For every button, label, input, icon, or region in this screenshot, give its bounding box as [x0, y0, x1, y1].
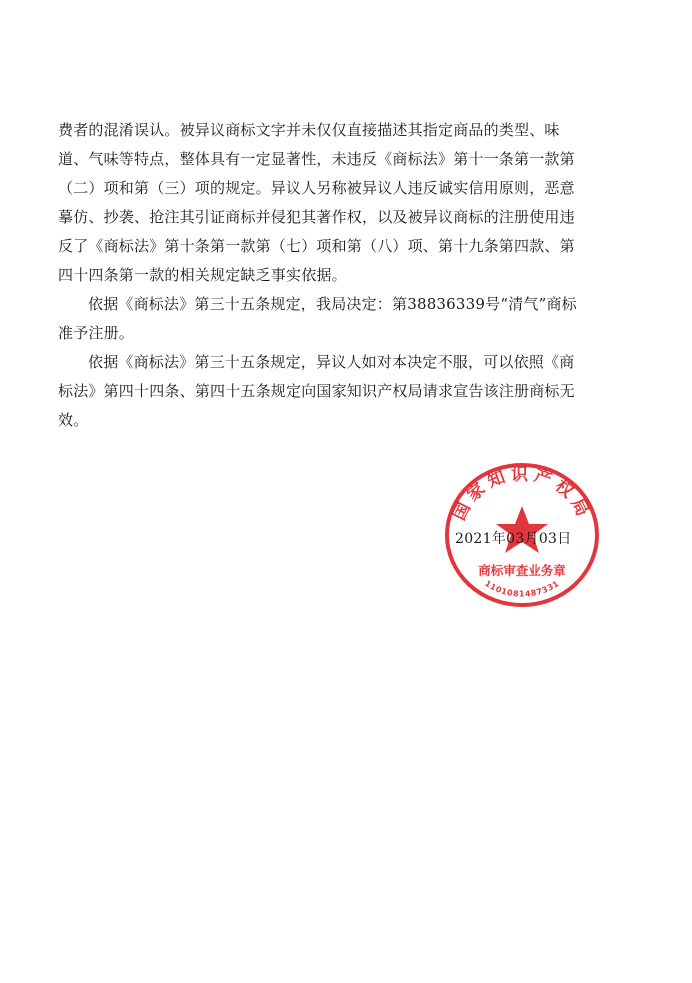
- seal-top-text: 国家知识产权局: [449, 464, 595, 524]
- text-line: 依据《商标法》第三十五条规定，我局决定：第38836339号“清气”商标: [88, 295, 577, 313]
- text-line: （二）项和第（三）项的规定。异议人另称被异议人违反诚实信用原则，恶意: [58, 179, 575, 197]
- paragraph-1: [58, 116, 618, 290]
- text-line: 摹仿、抄袭、抢注其引证商标并侵犯其著作权，以及被异议商标的注册使用违: [58, 208, 575, 226]
- text-line: 反了《商标法》第十条第一款第（七）项和第（八）项、第十九条第四款、第: [58, 237, 575, 255]
- paragraph-2: [58, 290, 618, 348]
- text-line: 效。: [58, 411, 89, 429]
- document-body: [58, 116, 618, 435]
- text-line: 依据《商标法》第三十五条规定，异议人如对本决定不服，可以依照《商: [88, 353, 575, 371]
- text-line: 准予注册。: [58, 324, 135, 342]
- seal-bottom-text: 商标审查业务章: [478, 563, 566, 578]
- paragraph-3: [58, 348, 618, 435]
- text-line: 费者的混淆误认。被异议商标文字并未仅仅直接描述其指定商品的类型、味: [58, 121, 560, 139]
- seal-code-text: 1101081487331: [483, 578, 561, 599]
- text-line: 四十四条第一款的相关规定缺乏事实依据。: [58, 266, 347, 284]
- text-line: 标法》第四十四条、第四十五条规定向国家知识产权局请求宣告该注册商标无: [58, 382, 575, 400]
- document-date: 2021年03月03日: [455, 531, 572, 547]
- text-line: 道、气味等特点，整体具有一定显著性，未违反《商标法》第十一条第一款第: [58, 150, 575, 168]
